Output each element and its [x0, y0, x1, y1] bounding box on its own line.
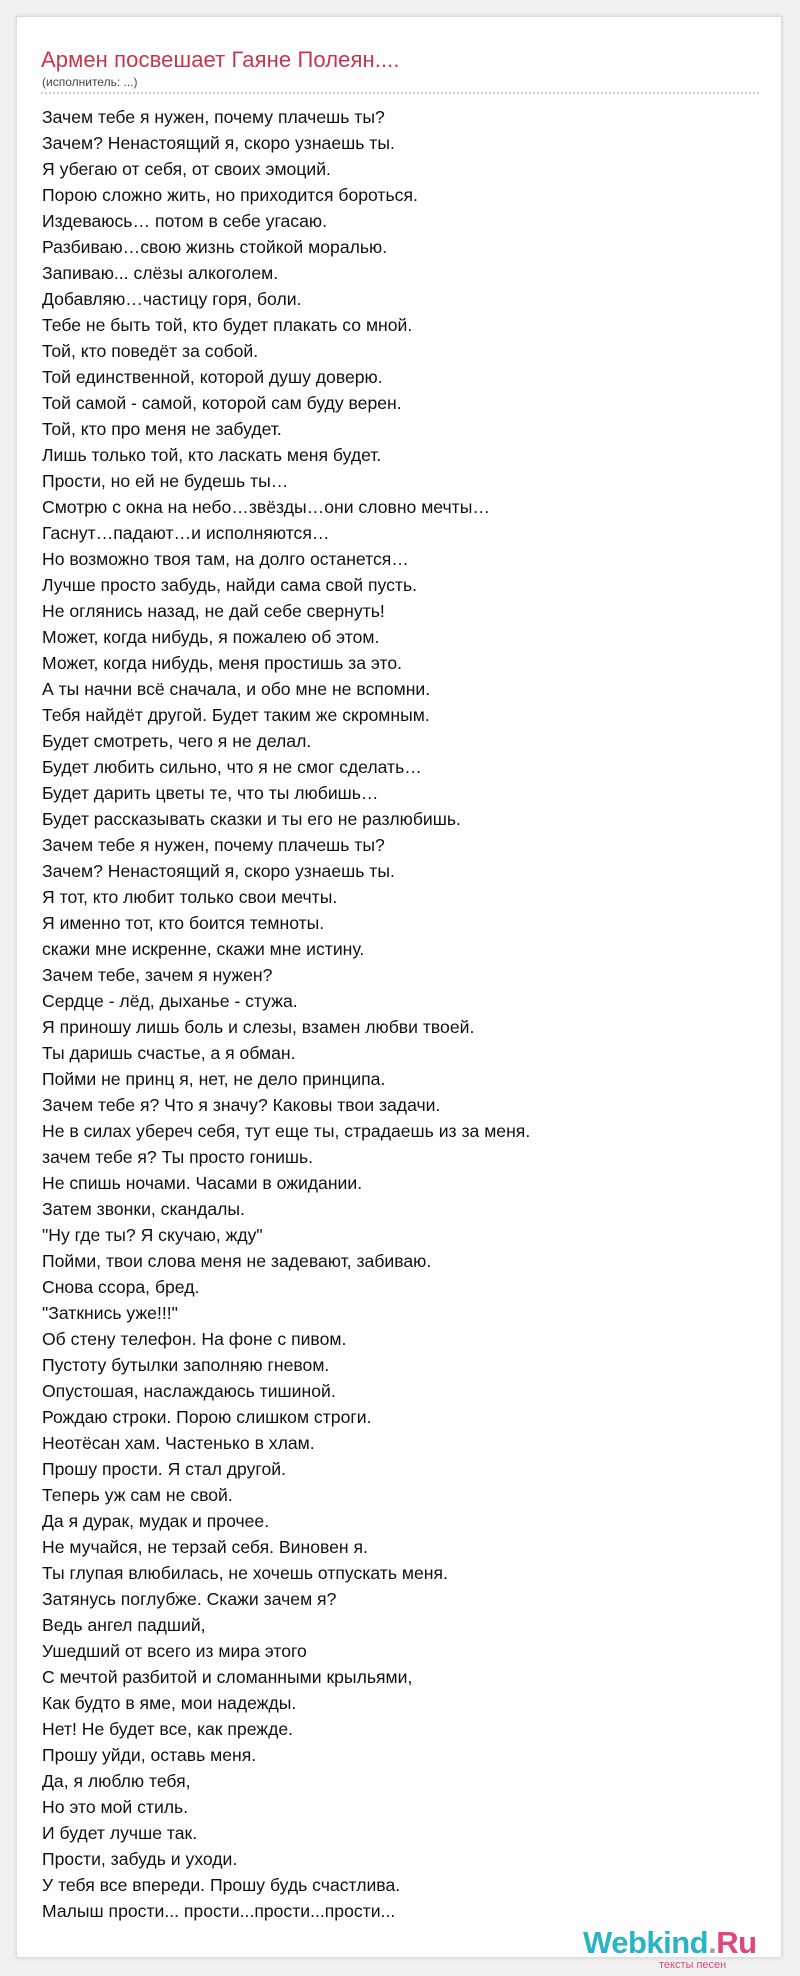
lyric-line: Той, кто про меня не забудет.	[42, 419, 282, 439]
lyric-line: Затем звонки, скандалы.	[42, 1199, 245, 1219]
lyric-line: Прости, забудь и уходи.	[42, 1849, 238, 1869]
lyric-line: Запиваю... слёзы алкоголем.	[42, 263, 279, 283]
lyric-line: Тебе не быть той, кто будет плакать со мной.	[42, 315, 413, 335]
lyric-line: Будет смотреть, чего я не делал.	[42, 731, 312, 751]
lyric-line: А ты начни всё сначала, и обо мне не вспомни.	[42, 679, 431, 699]
lyric-line: Нет! Не будет все, как прежде.	[42, 1719, 294, 1739]
lyrics-card	[16, 16, 782, 1971]
lyric-line: Не спишь ночами. Часами в ожидании.	[42, 1173, 363, 1193]
lyric-line: Лучше просто забудь, найди сама свой пусть.	[42, 575, 418, 595]
logo-word: Webkind	[583, 1925, 709, 1960]
lyric-line: Гаснут…падают…и исполняются…	[42, 523, 330, 543]
lyric-line: Смотрю с окна на небо…звёзды…они словно мечты…	[42, 497, 490, 517]
site-logo[interactable]	[583, 1925, 783, 1976]
lyric-line: Будет любить сильно, что я не смог сделать…	[42, 757, 422, 777]
lyric-line: Зачем тебе я? Что я значу? Каковы твои задачи.	[42, 1095, 441, 1115]
lyric-line: Об стену телефон. На фоне с пивом.	[42, 1329, 347, 1349]
lyric-line: зачем тебе я? Ты просто гонишь.	[42, 1147, 314, 1167]
lyric-line: Я именно тот, кто боится темноты.	[42, 913, 325, 933]
lyric-line: Может, когда нибудь, я пожалею об этом.	[42, 627, 380, 647]
lyric-line: Может, когда нибудь, меня простишь за это.	[42, 653, 403, 673]
lyric-line: Как будто в яме, мои надежды.	[42, 1693, 297, 1713]
lyric-line: Теперь уж сам не свой.	[42, 1485, 233, 1505]
lyric-line: Будет дарить цветы те, что ты любишь…	[42, 783, 379, 803]
lyric-line: Но возможно твоя там, на долго останется…	[42, 549, 409, 569]
lyric-line: И будет лучше так.	[42, 1823, 198, 1843]
lyric-line: У тебя все впереди. Прошу будь счастлива.	[42, 1875, 401, 1895]
lyric-line: Малыш прости... прости...прости...прости...	[42, 1901, 396, 1921]
lyric-line: Ушедший от всего из мира этого	[42, 1641, 307, 1661]
logo-wordmark	[583, 1925, 757, 1961]
lyric-line: "Заткнись уже!!!"	[42, 1303, 178, 1323]
lyric-line: Ведь ангел падший,	[42, 1615, 206, 1635]
lyric-line: Опустошая, наслаждаюсь тишиной.	[42, 1381, 336, 1401]
logo-tld: Ru	[716, 1925, 757, 1960]
lyric-line: Зачем? Ненастоящий я, скоро узнаешь ты.	[42, 133, 395, 153]
lyric-line: Я тот, кто любит только свои мечты.	[42, 887, 338, 907]
lyric-line: Прошу прости. Я стал другой.	[42, 1459, 286, 1479]
lyrics-text	[42, 104, 762, 1924]
lyric-line: Прости, но ей не будешь ты…	[42, 471, 289, 491]
performer-label: (исполнитель: ...)	[42, 75, 138, 89]
lyric-line: Пойми, твои слова меня не задевают, забиваю.	[42, 1251, 432, 1271]
lyric-line: Будет рассказывать сказки и ты его не разлюбишь.	[42, 809, 461, 829]
lyric-line: Зачем тебе я нужен, почему плачешь ты?	[42, 107, 385, 127]
lyric-line: Но это мой стиль.	[42, 1797, 189, 1817]
lyric-line: Тебя найдёт другой. Будет таким же скромным.	[42, 705, 430, 725]
lyric-line: Зачем тебе, зачем я нужен?	[42, 965, 273, 985]
lyric-line: Разбиваю…свою жизнь стойкой моралью.	[42, 237, 388, 257]
lyric-line: Той самой - самой, которой сам буду верен.	[42, 393, 402, 413]
lyric-line: С мечтой разбитой и сломанными крыльями,	[42, 1667, 413, 1687]
lyric-line: Прошу уйди, оставь меня.	[42, 1745, 257, 1765]
lyric-line: Неотёсан хам. Частенько в хлам.	[42, 1433, 315, 1453]
page-title: Армен посвешает Гаяне Полеян....	[41, 47, 400, 72]
lyric-line: Снова ссора, бред.	[42, 1277, 200, 1297]
lyric-line: скажи мне искренне, скажи мне истину.	[42, 939, 365, 959]
lyric-line: Ты даришь счастье, а я обман.	[42, 1043, 296, 1063]
lyric-line: Зачем? Ненастоящий я, скоро узнаешь ты.	[42, 861, 395, 881]
lyric-line: Порою сложно жить, но приходится бороться.	[42, 185, 418, 205]
lyric-line: Не мучайся, не терзай себя. Виновен я.	[42, 1537, 368, 1557]
lyric-line: Затянусь поглубже. Скажи зачем я?	[42, 1589, 337, 1609]
title-divider	[41, 92, 759, 94]
lyric-line: "Ну где ты? Я скучаю, жду"	[42, 1225, 263, 1245]
lyric-line: Да я дурак, мудак и прочее.	[42, 1511, 270, 1531]
lyric-line: Той единственной, которой душу доверю.	[42, 367, 383, 387]
lyric-line: Добавляю…частицу горя, боли.	[42, 289, 302, 309]
lyric-line: Я убегаю от себя, от своих эмоций.	[42, 159, 331, 179]
lyric-line: Ты глупая влюбилась, не хочешь отпускать меня.	[42, 1563, 448, 1583]
lyric-line: Рождаю строки. Порою слишком строги.	[42, 1407, 372, 1427]
lyric-line: Пустоту бутылки заполняю гневом.	[42, 1355, 330, 1375]
lyric-line: Сердце - лёд, дыханье - стужа.	[42, 991, 298, 1011]
lyric-line: Той, кто поведёт за собой.	[42, 341, 259, 361]
lyric-line: Пойми не принц я, нет, не дело принципа.	[42, 1069, 386, 1089]
lyric-line: Зачем тебе я нужен, почему плачешь ты?	[42, 835, 385, 855]
lyric-line: Лишь только той, кто ласкать меня будет.	[42, 445, 382, 465]
logo-tagline: тексты песен	[659, 1959, 727, 1971]
lyric-line: Я приношу лишь боль и слезы, взамен любви твоей.	[42, 1017, 475, 1037]
lyric-line: Да, я люблю тебя,	[42, 1771, 191, 1791]
lyric-line: Не в силах убереч себя, тут еще ты, страдаешь из за меня.	[42, 1121, 531, 1141]
logo-dot: .	[708, 1925, 717, 1960]
lyric-line: Не оглянись назад, не дай себе свернуть!	[42, 601, 385, 621]
lyric-line: Издеваюсь… потом в себе угасаю.	[42, 211, 327, 231]
